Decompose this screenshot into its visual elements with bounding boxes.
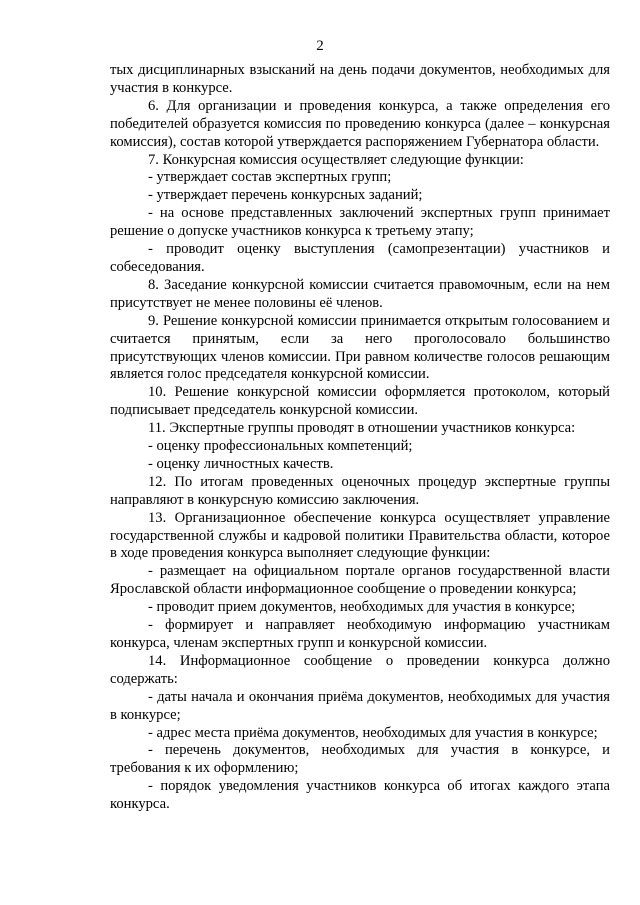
paragraph: 7. Конкурсная комиссия осуществляет следующие функции:: [148, 151, 524, 168]
paragraph: - оценку личностных качеств.: [148, 455, 334, 472]
paragraph: 14. Информационное сообщение о проведении конкурса должно содержать:: [110, 652, 610, 687]
paragraph: - на основе представленных заключений экспертных групп принимает решение о допуске участников конкурса к третьему этапу;: [110, 205, 610, 240]
paragraph: - формирует и направляет необходимую информацию участникам конкурса, членам экспертных групп и конкурсной комиссии.: [110, 617, 610, 651]
paragraph: - оценку профессиональных компетенций;: [148, 438, 413, 455]
paragraph: - даты начала и окончания приёма документов, необходимых для участия в конкурсе;: [110, 688, 610, 723]
paragraph: - утверждает состав экспертных групп;: [148, 169, 392, 186]
paragraph: - перечень документов, необходимых для участия в конкурсе, и требования к их оформлению;: [110, 742, 610, 777]
paragraph: - проводит оценку выступления (самопрезентации) участников и собеседования.: [110, 241, 610, 275]
paragraph: 10. Решение конкурсной комиссии оформляется протоколом, который подписывает председатель конкурсной комиссии.: [110, 384, 610, 419]
paragraph: - адрес места приёма документов, необходимых для участия в конкурсе;: [148, 724, 598, 741]
paragraph: - порядок уведомления участников конкурса об итогах каждого этапа конкурса.: [110, 778, 610, 813]
paragraph: 11. Экспертные группы проводят в отношении участников конкурса:: [148, 420, 576, 437]
paragraph: - размещает на официальном портале органов государственной власти Ярославской области информационное сообщение о проведении конкурса;: [110, 563, 610, 598]
paragraph: 9. Решение конкурсной комиссии принимается открытым голосованием и считается принятым, если за него проголосовало большинство присутствующих членов комиссии. При равном количестве голосов решающим является голос председателя конкурсной комиссии.: [110, 312, 610, 383]
paragraph: 6. Для организации и проведения конкурса, а также определения его победителей образуется комиссия по проведению конкурса (далее – конкурсная комиссия), состав которой утверждается распоряжением Губернатора области.: [110, 97, 610, 150]
paragraph: тых дисциплинарных взысканий на день подачи документов, необходимых для участия в конкурсе.: [110, 62, 610, 96]
paragraph: 12. По итогам проведенных оценочных процедур экспертные группы направляют в конкурсную комиссию заключения.: [110, 473, 610, 508]
paragraph: 13. Организационное обеспечение конкурса осуществляет управление государственной службы и кадровой политики Правительства области, которое в ходе проведения конкурса выполняет следующие функции:: [110, 509, 610, 562]
document-body: [110, 62, 610, 814]
paragraph: - утверждает перечень конкурсных заданий;: [148, 187, 423, 204]
paragraph: - проводит прием документов, необходимых для участия в конкурсе;: [148, 599, 576, 616]
page-number: 2: [316, 38, 324, 54]
paragraph: 8. Заседание конкурсной комиссии считается правомочным, если на нем присутствует не менее половины её членов.: [110, 276, 610, 311]
